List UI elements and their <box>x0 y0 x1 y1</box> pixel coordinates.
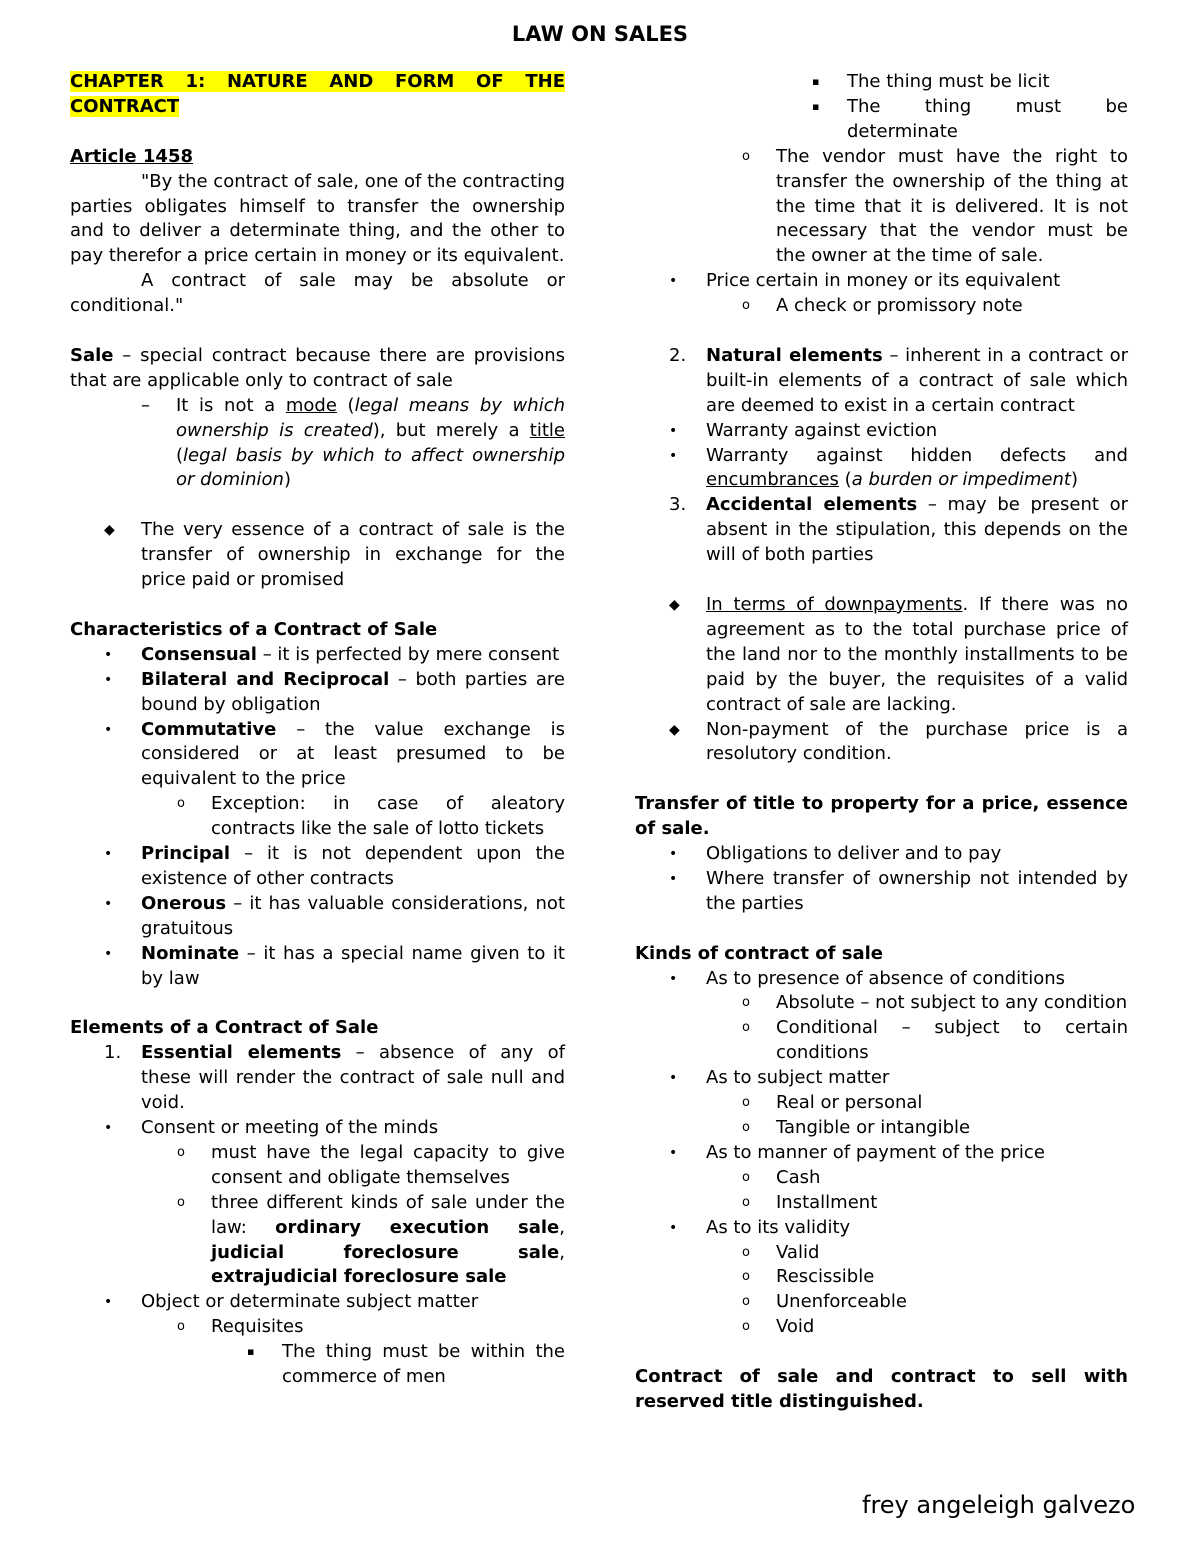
list-subitem: o Real or personal <box>635 1091 1128 1116</box>
mode-term: mode <box>285 394 337 416</box>
bullet-marker: • <box>104 945 113 962</box>
list-item: • As to presence of absence of conditions <box>635 967 1128 992</box>
list-subitem: o Conditional – subject to certain conditions <box>742 1017 1128 1064</box>
chapter-heading-text: CHAPTER 1: NATURE AND FORM OF THE CONTRACT <box>70 71 565 117</box>
chapter-heading <box>70 70 565 120</box>
diamond-marker: ◆ <box>669 721 680 738</box>
circle-marker: o <box>742 1319 750 1335</box>
item-number: 2. <box>669 344 687 366</box>
list-subitem: o Rescissible <box>635 1265 1128 1290</box>
distinguished-heading: Contract of sale and contract to sell with reserved title distinguished. <box>635 1366 1128 1412</box>
numbered-item: 3. Accidental elements – may be present or absent in the stipulation, this depends on the will of both parties <box>669 494 1128 566</box>
list-item: • Object or determinate subject matter <box>70 1290 565 1315</box>
list-item: • Consent or meeting of the minds <box>70 1116 565 1141</box>
article-paragraph: "By the contract of sale, one of the contracting parties obligates himself to transfer the ownership and to deliver a determinate thing, and the other to pay therefor a price certain in money or its equivalent. <box>70 170 565 267</box>
nonpayment-note: ◆ Non-payment of the purchase price is a resolutory condition. <box>669 718 1128 765</box>
bullet-marker: • <box>669 846 678 863</box>
circle-marker: o <box>742 1269 750 1285</box>
left-column <box>70 70 565 1390</box>
list-item: • Price certain in money or its equivalent <box>635 269 1128 294</box>
page-title: LAW ON SALES <box>511 22 689 46</box>
item-number: 3. <box>669 494 687 516</box>
square-marker: ▪ <box>812 99 820 113</box>
list-subitem: o Valid <box>635 1241 1128 1266</box>
characteristic-item: • Commutative – the value exchange is considered or at least presumed to be equivalent to the price <box>104 718 565 790</box>
characteristic-item: • Onerous – it has valuable considerations, not gratuitous <box>104 892 565 939</box>
item-number: 1. <box>104 1042 122 1064</box>
circle-marker: o <box>742 1020 750 1036</box>
circle-marker: o <box>177 1144 185 1160</box>
bullet-marker: • <box>669 273 678 290</box>
list-item: • Obligations to deliver and to pay <box>635 842 1128 867</box>
list-subitem: o A check or promissory note <box>635 294 1128 319</box>
bullet-marker: • <box>104 671 113 688</box>
list-item: • Where transfer of ownership not intended by the parties <box>669 867 1128 914</box>
characteristic-item: • Bilateral and Reciprocal – both parties are bound by obligation <box>104 668 565 715</box>
sale-term: Sale <box>70 344 114 366</box>
characteristic-item: • Nominate – it has a special name given to it by law <box>104 942 565 989</box>
list-subitem: o The vendor must have the right to transfer the ownership of the thing at the time that it is delivered. It is not necessary that the vendor must be the owner at the time of sale. <box>742 145 1128 267</box>
characteristic-item: • Principal – it is not dependent upon the existence of other contracts <box>104 843 565 889</box>
downpayments-note: ◆ In terms of downpayments. If there was no agreement as to the total purchase price of the land nor to the monthly installments to be paid by the buyer, the requisites of a valid contract of sale are lacking. <box>669 594 1128 715</box>
title-definition: legal basis by which to affect ownership or dominion <box>176 444 565 491</box>
circle-marker: o <box>177 1194 185 1210</box>
characteristics-heading: Characteristics of a Contract of Sale <box>70 618 438 640</box>
list-item: • As to manner of payment of the price <box>635 1141 1128 1166</box>
characteristic-subitem: o Exception: in case of aleatory contracts like the sale of lotto tickets <box>177 793 565 840</box>
list-subitem: o three different kinds of sale under the law: ordinary execution sale, judicial foreclosure sale, extrajudicial foreclosure sale <box>177 1191 565 1288</box>
right-column <box>635 70 1128 1415</box>
kinds-heading: Kinds of contract of sale <box>635 942 883 964</box>
list-subitem: o Void <box>635 1315 1128 1340</box>
bullet-marker: • <box>104 721 113 738</box>
circle-marker: o <box>177 1319 185 1335</box>
circle-marker: o <box>742 1294 750 1310</box>
list-subsubitem: ▪ The thing must be within the commerce of men <box>247 1341 565 1388</box>
circle-marker: o <box>742 1095 750 1111</box>
bullet-marker: • <box>669 447 678 464</box>
bullet-marker: • <box>669 970 678 987</box>
numbered-item: 1. Essential elements – absence of any of these will render the contract of sale null and void. <box>104 1042 565 1114</box>
circle-marker: o <box>742 1244 750 1260</box>
dash-marker: – <box>141 394 150 416</box>
mode-title-note: – It is not a mode (legal means by which ownership is created), but merely a title (legal basis by which to affect ownership or dominion) <box>141 394 565 491</box>
bullet-marker: • <box>669 1070 678 1087</box>
bullet-marker: • <box>669 870 678 887</box>
bullet-marker: • <box>104 846 113 863</box>
diamond-marker: ◆ <box>669 597 680 613</box>
square-marker: ▪ <box>812 75 820 88</box>
bullet-marker: • <box>669 1219 678 1236</box>
article-paragraph: A contract of sale may be absolute or conditional." <box>70 270 565 317</box>
bullet-marker: • <box>104 1294 113 1311</box>
list-item: • Warranty against hidden defects and encumbrances (a burden or impediment) <box>669 444 1128 491</box>
list-subitem: o Installment <box>635 1191 1128 1216</box>
characteristic-item: • Consensual – it is perfected by mere consent <box>70 643 565 668</box>
bullet-marker: • <box>104 646 113 663</box>
numbered-item: 2. Natural elements – inherent in a contract or built-in elements of a contract of sale which are deemed to exist in a certain contract <box>669 344 1128 416</box>
list-subitem: o Requisites <box>70 1315 565 1340</box>
circle-marker: o <box>742 1169 750 1185</box>
title-term: title <box>529 419 565 441</box>
sale-definition-text: – special contract because there are provisions that are applicable only to contract of sale <box>70 344 565 391</box>
bullet-marker: • <box>669 1144 678 1161</box>
article-heading: Article 1458 <box>70 145 193 167</box>
essence-note: ◆ The very essence of a contract of sale is the transfer of ownership in exchange for the price paid or promised <box>104 519 565 591</box>
circle-marker: o <box>742 1120 750 1135</box>
author-signature: frey angeleigh galvezo <box>862 1491 1136 1519</box>
bullet-marker: • <box>104 895 113 912</box>
diamond-marker: ◆ <box>104 522 115 539</box>
circle-marker: o <box>742 995 750 1011</box>
circle-marker: o <box>742 1194 750 1210</box>
sale-definition <box>70 344 565 394</box>
circle-marker: o <box>177 796 185 812</box>
circle-marker: o <box>742 148 750 164</box>
list-subitem: o must have the legal capacity to give consent and obligate themselves <box>177 1141 565 1188</box>
bullet-marker: • <box>104 1119 113 1136</box>
list-subitem: o Cash <box>635 1166 1128 1191</box>
list-subitem: o Unenforceable <box>635 1290 1128 1315</box>
list-subitem: o Tangible or intangible <box>635 1116 1128 1141</box>
circle-marker: o <box>742 298 750 314</box>
list-subsubitem: ▪ The thing must be determinate <box>812 95 1128 142</box>
square-marker: ▪ <box>247 1345 255 1359</box>
list-item: • As to subject matter <box>635 1066 1128 1091</box>
list-item: • As to its validity <box>635 1216 1128 1241</box>
transfer-heading: Transfer of title to property for a price, essence of sale. <box>635 793 1128 840</box>
mode-definition: legal means by which ownership is created <box>176 394 565 441</box>
elements-heading: Elements of a Contract of Sale <box>70 1017 379 1039</box>
list-subitem: o Absolute – not subject to any condition <box>635 991 1128 1016</box>
list-subsubitem: ▪ The thing must be licit <box>635 70 1128 95</box>
list-item: • Warranty against eviction <box>635 419 1128 444</box>
bullet-marker: • <box>669 422 678 439</box>
